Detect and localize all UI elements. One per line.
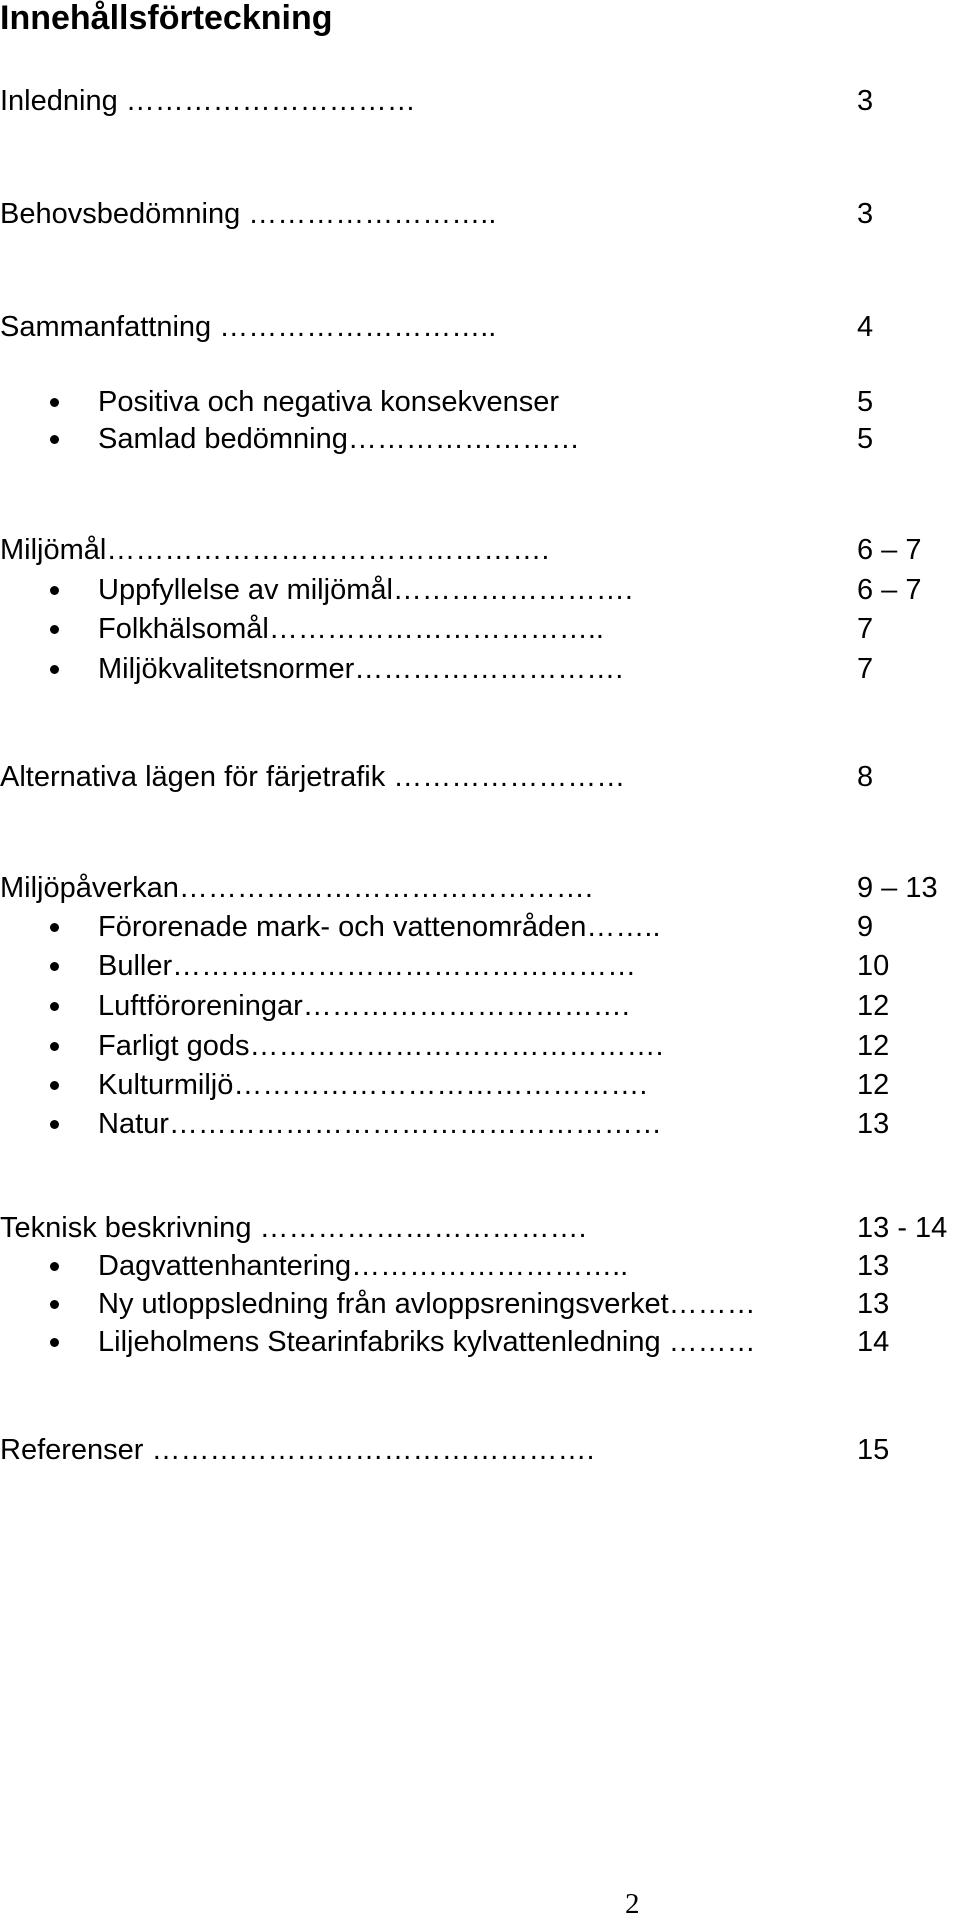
toc-subentry-uppfyllelse[interactable] [0, 572, 922, 608]
toc-subentry-liljeholmens[interactable] [0, 1324, 890, 1360]
toc-entry-page: 3 [857, 85, 874, 117]
toc-entry-label: Positiva och negativa konsekvenser [98, 386, 560, 418]
toc-entry-label: Liljeholmens Stearinfabriks kylvattenledning ……… [98, 1326, 756, 1358]
toc-entry-page: 12 [857, 990, 890, 1022]
bullet-icon [50, 1262, 59, 1271]
toc-entry-label: Miljöpåverkan……………………………………. [0, 872, 593, 904]
bullet-icon [50, 398, 59, 407]
toc-entry-page: 15 [857, 1434, 890, 1466]
toc-entry-label: Alternativa lägen för färjetrafik …………………… [0, 761, 626, 793]
toc-subentry-miljokvalitetsnormer[interactable] [0, 651, 874, 687]
bullet-icon [50, 1042, 59, 1051]
toc-entry-page: 8 [857, 761, 874, 793]
toc-subentry-positiva-negativa[interactable] [0, 384, 874, 420]
bullet-icon [50, 625, 59, 634]
toc-entry-label: Folkhälsomål…………………………….. [98, 613, 604, 645]
toc-entry-page: 12 [857, 1069, 890, 1101]
toc-entry-page: 6 – 7 [857, 574, 922, 606]
toc-entry-label: Teknisk beskrivning ……………………………. [0, 1212, 587, 1244]
toc-entry-label: Kulturmiljö……………………………………. [98, 1069, 648, 1101]
toc-entry-label: Natur…………………………………………… [98, 1108, 662, 1140]
toc-entry-label: Sammanfattning ……………………….. [0, 311, 497, 343]
toc-entry-miljopaverkan[interactable] [0, 870, 938, 906]
bullet-icon [50, 665, 59, 674]
toc-subentry-folkhalsomal[interactable] [0, 611, 874, 647]
toc-entry-page: 14 [857, 1326, 890, 1358]
toc-entry-miljomal[interactable] [0, 532, 922, 568]
toc-entry-label: Behovsbedömning …………………….. [0, 198, 497, 230]
toc-subentry-samlad-bedomning[interactable] [0, 421, 874, 457]
toc-entry-page: 9 – 13 [857, 872, 938, 904]
bullet-icon [50, 923, 59, 932]
bullet-icon [50, 1120, 59, 1129]
bullet-icon [50, 586, 59, 595]
toc-entry-inledning[interactable] [0, 83, 874, 119]
toc-entry-page: 13 - 14 [857, 1212, 948, 1244]
toc-entry-label: Farligt gods……………………………………. [98, 1030, 664, 1062]
toc-entry-page: 12 [857, 1030, 890, 1062]
toc-entry-page: 6 – 7 [857, 534, 922, 566]
toc-entry-page: 9 [857, 911, 874, 943]
toc-entry-page: 3 [857, 198, 874, 230]
toc-title: Innehållsförteckning [0, 0, 333, 37]
bullet-icon [50, 962, 59, 971]
toc-entry-label: Dagvattenhantering……………………….. [98, 1250, 629, 1282]
toc-entry-page: 7 [857, 613, 874, 645]
toc-entry-label: Miljökvalitetsnormer………………………. [98, 653, 624, 685]
toc-subentry-fororenade-mark[interactable] [0, 909, 874, 945]
page-number: 2 [625, 1888, 640, 1920]
toc-entry-sammanfattning[interactable] [0, 309, 874, 345]
toc-subentry-kulturmiljo[interactable] [0, 1067, 890, 1103]
bullet-icon [50, 1300, 59, 1309]
toc-entry-label: Inledning ………………………… [0, 85, 416, 117]
toc-subentry-ny-utloppsledning[interactable] [0, 1286, 890, 1322]
toc-subentry-luftfororeningar[interactable] [0, 988, 890, 1024]
toc-subentry-farligt-gods[interactable] [0, 1028, 890, 1064]
toc-entry-teknisk-beskrivning[interactable] [0, 1210, 948, 1246]
toc-entry-label: Referenser ………………………………………. [0, 1434, 595, 1466]
toc-entry-page: 13 [857, 1250, 890, 1282]
toc-entry-label: Luftföroreningar……………………………. [98, 990, 630, 1022]
toc-entry-page: 10 [857, 950, 890, 982]
toc-entry-label: Buller………………………………………… [98, 950, 637, 982]
bullet-icon [50, 1002, 59, 1011]
toc-entry-page: 5 [857, 386, 874, 418]
toc-entry-label: Samlad bedömning…………………… [98, 423, 580, 455]
toc-entry-page: 13 [857, 1108, 890, 1140]
toc-subentry-buller[interactable] [0, 948, 890, 984]
toc-entry-page: 13 [857, 1288, 890, 1320]
bullet-icon [50, 1338, 59, 1347]
toc-entry-referenser[interactable] [0, 1432, 890, 1468]
bullet-icon [50, 435, 59, 444]
toc-entry-label: Ny utloppsledning från avloppsreningsverket……… [98, 1288, 756, 1320]
toc-entry-behovsbedomning[interactable] [0, 196, 874, 232]
toc-entry-alternativa-lagen[interactable] [0, 759, 874, 795]
bullet-icon [50, 1081, 59, 1090]
toc-subentry-dagvattenhantering[interactable] [0, 1248, 890, 1284]
toc-entry-label: Miljömål………………………………………. [0, 534, 550, 566]
toc-entry-page: 5 [857, 423, 874, 455]
toc-entry-page: 7 [857, 653, 874, 685]
toc-entry-label: Uppfyllelse av miljömål……………………. [98, 574, 633, 606]
toc-entry-page: 4 [857, 311, 874, 343]
toc-entry-label: Förorenade mark- och vattenområden…….. [98, 911, 661, 943]
toc-subentry-natur[interactable] [0, 1106, 890, 1142]
